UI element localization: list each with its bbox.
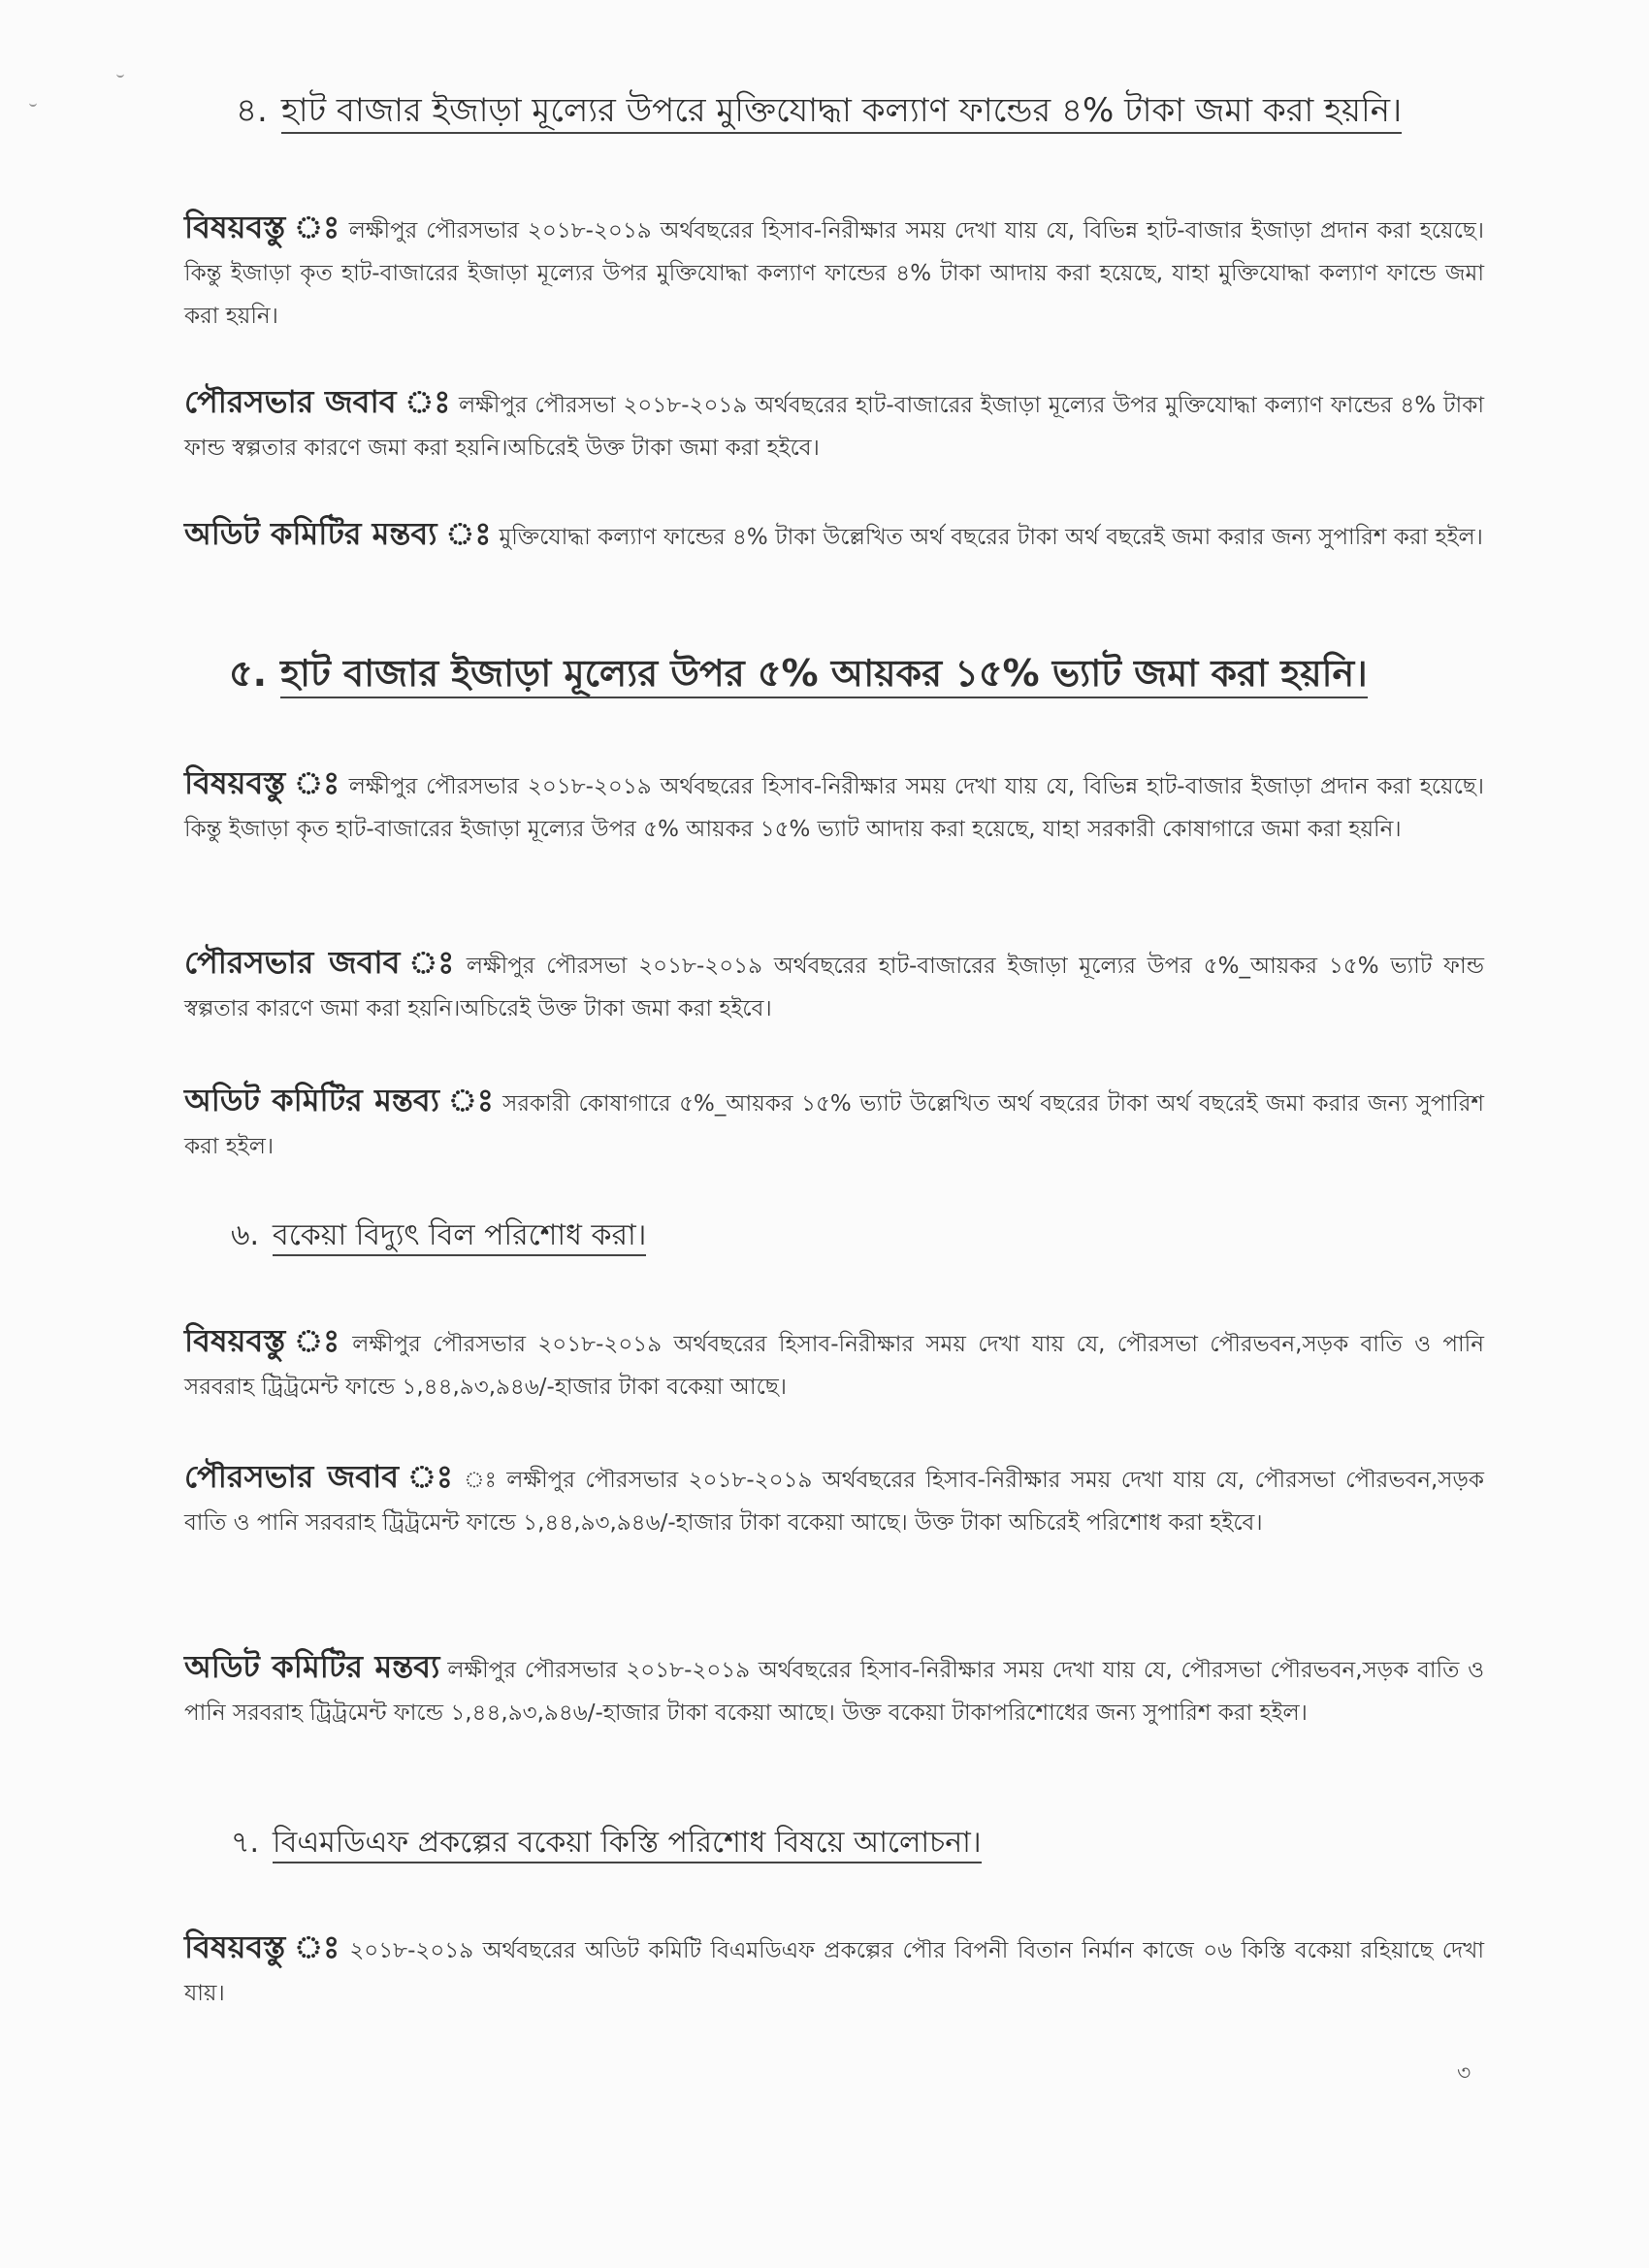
section-title: হাট বাজার ইজাড়া মূল্যের উপর ৫% আয়কর ১৫% ভ্যাট জমা করা হয়নি। xyxy=(280,652,1368,698)
section-4-heading xyxy=(236,89,1402,132)
section-4-subject xyxy=(184,206,1484,338)
subject-text: লক্ষীপুর পৌরসভার ২০১৮-২০১৯ অর্থবছরের হিসাব-নিরীক্ষার সময় দেখা যায় যে, বিভিন্ন হাট-বাজার ইজাড়া প্রদান করা হয়েছে।কিন্তু ইজাড়া কৃত হাট-বাজারের ইজাড়া মূল্যের উপর ৫% আয়কর ১৫% ভ্যাট আদায় করা হয়েছে, যাহা সরকারী কোষাগারে জমা করা হয়নি। xyxy=(184,774,1485,842)
section-title: হাট বাজার ইজাড়া মূল্যের উপরে মুক্তিযোদ্ধা কল্যাণ ফান্ডের ৪% টাকা জমা করা হয়নি। xyxy=(281,91,1402,134)
section-title: বকেয়া বিদ্যুৎ বিল পরিশোধ করা। xyxy=(273,1218,646,1256)
reply-label: পৌরসভার জবাব ঃ xyxy=(184,944,459,981)
section-7-heading xyxy=(231,1822,982,1864)
section-7-subject xyxy=(184,1926,1484,2015)
comment-label: অডিট কমিটির মন্তব্য ঃ xyxy=(184,515,492,552)
section-5-subject xyxy=(184,761,1484,851)
section-5-comment xyxy=(184,1079,1484,1168)
section-number: ৬. xyxy=(231,1218,260,1252)
subject-label: বিষয়বস্তু ঃ xyxy=(184,1928,342,1965)
section-number: ৫. xyxy=(229,652,268,695)
reply-label: পৌরসভার জবাব ঃ xyxy=(184,1458,457,1495)
page-number: ৩ xyxy=(1457,2061,1471,2086)
section-4-reply xyxy=(184,380,1484,470)
reply-text: লক্ষীপুর পৌরসভা ২০১৮-২০১৯ অর্থবছরের হাট-বাজারের ইজাড়া মূল্যের উপর মুক্তিযোদ্ধা কল্যাণ ফান্ডের ৪% টাকা ফান্ড স্বল্পতার কারণে জমা করা হয়নি।অচিরেই উক্ত টাকা জমা করা হইবে। xyxy=(184,393,1484,461)
section-number: ৭. xyxy=(231,1826,260,1860)
subject-text: লক্ষীপুর পৌরসভার ২০১৮-২০১৯ অর্থবছরের হিসাব-নিরীক্ষার সময় দেখা যায় যে, পৌরসভা পৌরভবন,সড়ক বাতি ও পানি সরবরাহ ট্রিট্রমেন্ট ফান্ডে ১,৪৪,৯৩,৯৪৬/-হাজার টাকা বকেয়া আছে। xyxy=(184,1332,1484,1400)
section-title: বিএমডিএফ প্রকল্পের বকেয়া কিস্তি পরিশোধ বিষয়ে আলোচনা। xyxy=(273,1826,982,1863)
subject-label: বিষয়বস্তু ঃ xyxy=(184,209,341,245)
comment-text: মুক্তিযোদ্ধা কল্যাণ ফান্ডের ৪% টাকা উল্লেখিত অর্থ বছরের টাকা অর্থ বছরেই জমা করার জন্য সুপারিশ করা হইল। xyxy=(499,525,1483,550)
section-5-reply xyxy=(184,941,1484,1030)
subject-label: বিষয়বস্তু ঃ xyxy=(184,1322,345,1359)
section-4-comment xyxy=(184,512,1484,559)
subject-label: বিষয়বস্তু ঃ xyxy=(184,764,341,801)
section-6-subject xyxy=(184,1319,1484,1409)
reply-text: লক্ষীপুর পৌরসভা ২০১৮-২০১৯ অর্থবছরের হাট-বাজারের ইজাড়া মূল্যের উপর ৫%_আয়কর ১৫% ভ্যাট ফান্ড স্বল্পতার কারণে জমা করা হয়নি।অচিরেই উক্ত টাকা জমা করা হইবে। xyxy=(184,954,1484,1021)
comment-label: অডিট কমিটির মন্তব্য xyxy=(184,1648,440,1685)
subject-text: ২০১৮-২০১৯ অর্থবছরের অডিট কমিটি বিএমডিএফ প্রকল্পের পৌর বিপনী বিতান নির্মান কাজে ০৬ কিস্তি বকেয়া রহিয়াছে দেখা যায়। xyxy=(184,1938,1484,2006)
section-5-heading xyxy=(229,652,1368,695)
comment-text: সরকারী কোষাগারে ৫%_আয়কর ১৫% ভ্যাট উল্লেখিত অর্থ বছরের টাকা অর্থ বছরেই জমা করার জন্য সুপারিশ করা হইল। xyxy=(184,1091,1484,1159)
section-6-comment xyxy=(184,1645,1484,1734)
scan-mark xyxy=(116,72,124,78)
scan-mark xyxy=(29,101,37,107)
reply-text: ঃ লক্ষীপুর পৌরসভার ২০১৮-২০১৯ অর্থবছরের হিসাব-নিরীক্ষার সময় দেখা যায় যে, পৌরসভা পৌরভবন,সড়ক বাতি ও পানি সরবরাহ ট্রিট্রমেন্ট ফান্ডে ১,৪৪,৯৩,৯৪৬/-হাজার টাকা বকেয়া আছে। উক্ত টাকা অচিরেই পরিশোধ করা হইবে। xyxy=(184,1468,1484,1536)
subject-text: লক্ষীপুর পৌরসভার ২০১৮-২০১৯ অর্থবছরের হিসাব-নিরীক্ষার সময় দেখা যায় যে, বিভিন্ন হাট-বাজার ইজাড়া প্রদান করা হয়েছে।কিন্তু ইজাড়া কৃত হাট-বাজারের ইজাড়া মূল্যের উপর মুক্তিযোদ্ধা কল্যাণ ফান্ডের ৪% টাকা আদায় করা হয়েছে, যাহা মুক্তিযোদ্ধা কল্যাণ ফান্ডে জমা করা হয়নি। xyxy=(184,218,1485,329)
section-number: ৪. xyxy=(236,91,268,130)
comment-text: লক্ষীপুর পৌরসভার ২০১৮-২০১৯ অর্থবছরের হিসাব-নিরীক্ষার সময় দেখা যায় যে, পৌরসভা পৌরভবন,সড়ক বাতি ও পানি সরবরাহ ট্রিট্রমেন্ট ফান্ডে ১,৪৪,৯৩,৯৪৬/-হাজার টাকা বকেয়া আছে। উক্ত বকেয়া টাকাপরিশোধের জন্য সুপারিশ করা হইল। xyxy=(184,1658,1484,1726)
section-6-heading xyxy=(231,1215,646,1257)
comment-label: অডিট কমিটির মন্তব্য ঃ xyxy=(184,1082,496,1118)
reply-label: পৌরসভার জবাব ঃ xyxy=(184,383,451,420)
section-6-reply xyxy=(184,1455,1484,1544)
